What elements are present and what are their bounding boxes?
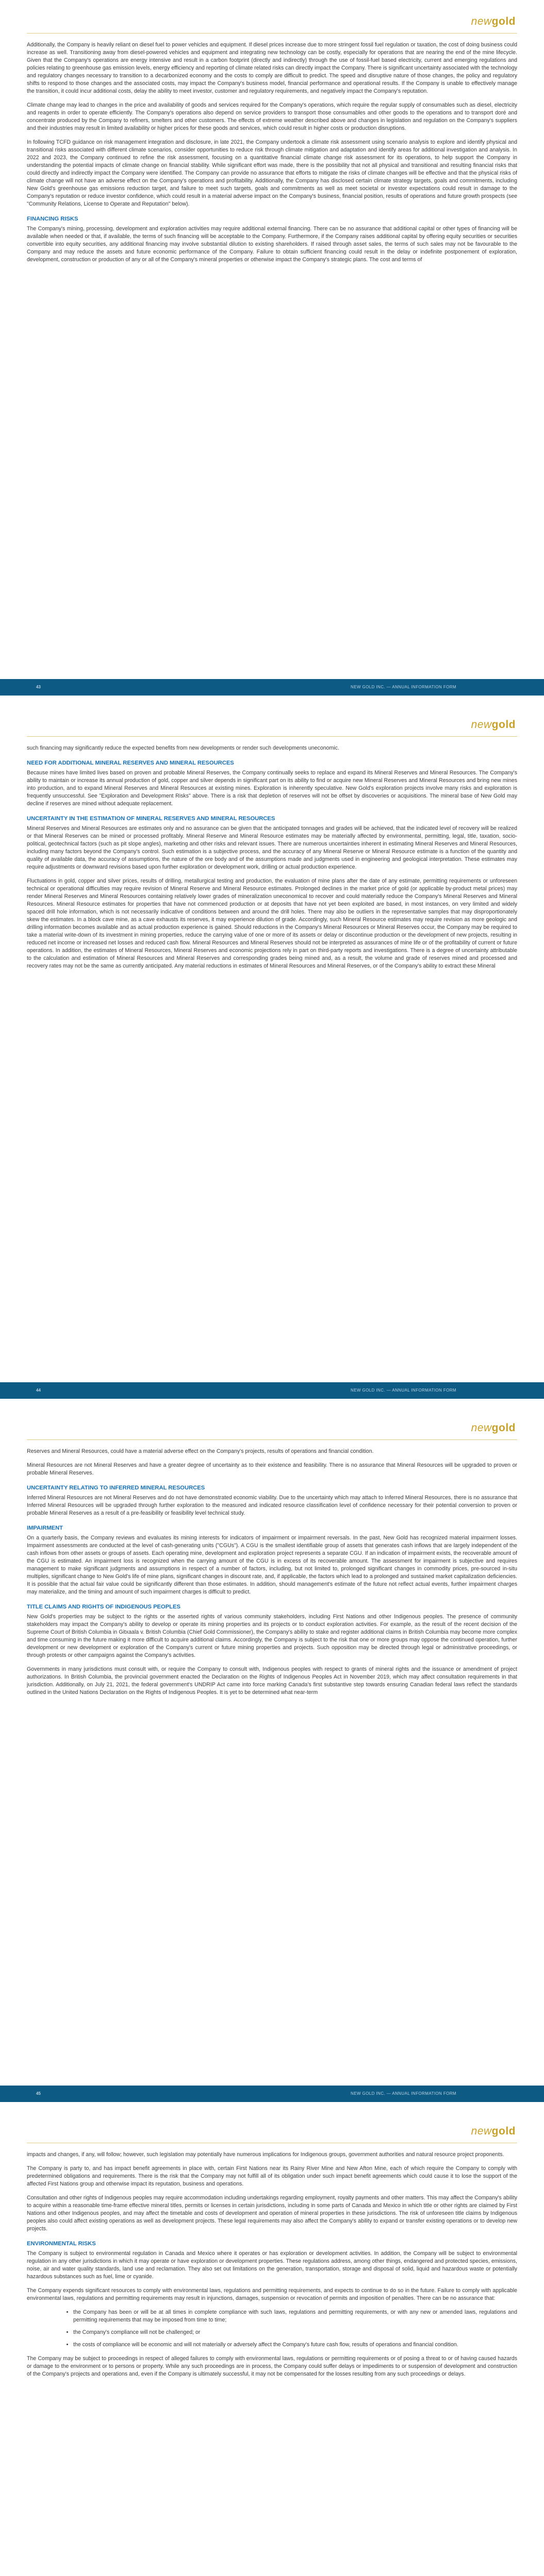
page-content — [27, 744, 517, 976]
paragraph: The Company's mining, processing, development and exploration activities may require additional external financing. There can be no assurance that additional capital or other types of financing will be available when needed or that, if available, the terms of such financing will be acceptable to the Company. Furthermore, if the Company raises additional capital by offering equity securities or securities convertible into equity securities, any additional financing may involve substantial dilution to existing shareholders. If raised through asset sales, the terms of such sales may not be favourable to the Company and may reduce the assets and future economic performance of the Company. Failure to obtain sufficient financing could result in the delay or indefinite postponement of exploration, development, construction or production of any or all of the Company's mineral properties or otherwise impact the Company's strategic plans. The cost and terms of — [27, 226, 517, 263]
paragraph: The Company is party to, and has impact benefit agreements in place with, certain First Nations near its Rainy River Mine and New Afton Mine, each of which require the Company to comply with predetermined obligations and requirements. There is the risk that the Company may not fulfill all of its obligation under such impact benefit agreements which could cause it to lose the support of the affected First Nations group and otherwise impact its reputation, business and operations. — [27, 2165, 517, 2187]
header-rule — [27, 736, 517, 737]
paragraph: impacts and changes, if any, will follow; however, such legislation may potentially have numerous implications for Indigenous groups, government authorities and natural resource project proponents. — [27, 2151, 504, 2158]
paragraph: Additionally, the Company is heavily reliant on diesel fuel to power vehicles and equipment. If diesel prices increase due to more stringent fossil fuel regulation or taxation, the cost of doing business could increase as well. Transitioning away from diesel-powered vehicles and equipment and integrating new technology can be costly, especially for operations that are nearing the end of the mine lifecycle. Given that the Company's operations are energy intensive and result in a carbon footprint (directly and indirectly) through the use of fossil-fuel based electricity, current and emerging regulations and policies relating to greenhouse gas emission levels, energy efficiency and reporting of climate related risks can directly impact the Company. There is significant uncertainty associated with the technology and regulatory changes necessary to transition to a decarbonized economy and the costs to comply are difficult to predict. The speed and disruptive nature of those changes, the policy and regulatory shifts to respond to those changes and the associated costs, may impact the Company's business model, financial performance and operational results. If the Company is unable to effectively manage the transition, it could incur additional costs, delay the ability to meet investor, customer and regulatory requirements, and negatively impact the Company's reputation. — [27, 42, 517, 94]
footer-text: NEW GOLD INC. — ANNUAL INFORMATION FORM — [351, 685, 456, 689]
bullet-list — [27, 2309, 517, 2349]
section-heading: FINANCING RISKS — [27, 216, 78, 222]
paragraph: Consultation and other rights of Indigenous peoples may require accommodation including undertakings regarding employment, royalty payments and other matters. This may affect the Company's ability to acquire within a reasonable time-frame effective mineral titles, permits or licenses in certain jurisdictions, including in some parts of Canada and Mexico in which title or other rights are claimed by First Nations and other Indigenous peoples, and may affect the timetable and costs of development and operation of mineral properties in these jurisdictions. The risk of unforeseen title claims by Indigenous peoples also could affect existing operations as well as development projects. These legal requirements may also affect the Company's ability to expand or transfer existing operations or to develop new projects. — [27, 2195, 517, 2232]
section-heading: UNCERTAINTY RELATING TO INFERRED MINERAL RESOURCES — [27, 1485, 205, 1491]
paragraph: The Company is subject to environmental regulation in Canada and Mexico where it operates or has exploration or development activities. In addition, the Company will be subject to environmental regulation in any other jurisdictions in which it may operate or have exploration or development properties. These regulations address, among other things, endangered and protected species, emissions, noise, air and water quality standards, land use and reclamation. They also set out limitations on the generation, transportation, storage and disposal of solid, liquid and hazardous waste or potentially hazardous substances such as fuel, lime or cyanide. — [27, 2250, 517, 2280]
list-item: • the costs of compliance will be economic and will not materially or adversely affect the Company's future cash flow, results of operations and financial condition. — [73, 2341, 517, 2349]
paragraph: The Company expends significant resources to comply with environmental laws, regulations and permitting requirements, and expects to continue to do so in the future. Failure to comply with applicable environmental laws, regulations and permitting requirements may result in injunctions, damages, suspension or revocation of permits and imposition of penalties. There can be no assurance that: — [27, 2287, 517, 2301]
page-4 — [0, 2110, 544, 2576]
paragraph: Mineral Reserves and Mineral Resources are estimates only and no assurance can be given that the anticipated tonnages and grades will be achieved, that the indicated level of recovery will be realized or that Mineral Reserves can be mined or processed profitably. Mineral Reserve and Mineral Resource estimates may be materially affected by environmental, permitting, legal, title, taxation, socio-political, geotechnical factors (such as pit slope angles), marketing and other risks and relevant issues. There are numerous uncertainties inherent in estimating Mineral Reserves and Mineral Resources, including many factors beyond the Company's control. Such estimation is a subjective process, and the accuracy of any Mineral Reserve or Mineral Resource estimate is a function of the quantity and quality of available data, the accuracy of assumptions, the nature of the ore body and of the assumptions made and judgments used in engineering and geological interpretation. These estimates may require adjustments or downward revisions based upon further exploration or development work, drilling or actual production experience. — [27, 825, 517, 870]
section-heading: IMPAIRMENT — [27, 1525, 63, 1531]
page-number: 43 — [36, 685, 41, 689]
section-heading: ENVIRONMENTAL RISKS — [27, 2241, 96, 2247]
new-gold-logo: newgold — [471, 1422, 516, 1434]
paragraph: The Company may be subject to proceedings in respect of alleged failures to comply with environmental laws, regulations or permitting requirements or of posing a threat to or of having caused hazards or damage to the environment or to persons or property. While any such proceedings are in process, the Company could suffer delays or impediments to or suspension of development and construction of the Company's projects and operations and, even if the Company is ultimately successful, it may not be compensated for the losses resulting from any such proceedings or delays. — [27, 2355, 517, 2377]
page-content — [27, 2151, 517, 2384]
footer-text: NEW GOLD INC. — ANNUAL INFORMATION FORM — [351, 1388, 456, 1393]
page-content — [27, 1448, 517, 1703]
section-heading: UNCERTAINTY IN THE ESTIMATION OF MINERAL RESERVES AND MINERAL RESOURCES — [27, 816, 275, 822]
page-footer — [0, 1382, 544, 1399]
page-number: 44 — [36, 1388, 41, 1393]
page-footer — [0, 679, 544, 696]
paragraph: such financing may significantly reduce the expected benefits from new developments or render such developments uneconomic. — [27, 745, 339, 751]
page-2 — [0, 703, 544, 1406]
section-heading: NEED FOR ADDITIONAL MINERAL RESERVES AND MINERAL RESOURCES — [27, 760, 234, 766]
paragraph: Inferred Mineral Resources are not Mineral Reserves and do not have demonstrated economic viability. Due to the uncertainty which may attach to Inferred Mineral Resources, there is no assurance that Inferred Mineral Resources will be upgraded through further exploration to the measured and indicated resource classification level of confidence necessary for their potential conversion to proven or probable Mineral Reserves as a result of a pre-feasibility or feasibility level technical study. — [27, 1495, 517, 1516]
page-footer — [0, 2086, 544, 2102]
paragraph: New Gold's properties may be subject to the rights or the asserted rights of various community stakeholders, including First Nations and other Indigenous peoples. The presence of community stakeholders may impact the Company's ability to develop or operate its mining properties and its projects or to conduct exploration activities. For example, as the result of the recent decision of the Supreme Court of British Columbia in Gitxaala v. British Columbia (Chief Gold Commissioner), the Company's ability to stake and register additional claims in British Columbia may become more complex and time consuming in the future making it more difficult to acquire additional claims. Accordingly, the Company is subject to the risk that one or more groups may oppose the continued operation, further development or new development or exploration of the Company's current or future mining properties and projects. Such opposition may be directed through legal or administrative proceedings, or through protests or other campaigns against the Company's activities. — [27, 1614, 517, 1658]
paragraph: Mineral Resources are not Mineral Reserves and have a greater degree of uncertainty as to their existence and feasibility. There is no assurance that Mineral Resources will be upgraded to proven or probable Mineral Reserves. — [27, 1462, 517, 1476]
page-content — [27, 41, 517, 270]
list-item: • the Company has been or will be at all times in complete compliance with such laws, regulations and permitting requirements, or with any new or amended laws, regulations and permitting requirements that may be imposed from time to time; — [73, 2309, 517, 2324]
paragraph: Climate change may lead to changes in the price and availability of goods and services required for the Company's operations, which require the regular supply of consumables such as diesel, electricity and reagents in order to operate efficiently. The Company's operations also depend on service providers to transport those consumables and other goods to the operations and to transport doré and concentrate produced by the Company to refiners, smelters and other customers. The effects of extreme weather described above and changes in legislation and regulation on the Company's suppliers and their industries may result in limited availability or higher prices for these goods and services, which could result in higher costs or production disruptions. — [27, 102, 517, 131]
paragraph: Because mines have limited lives based on proven and probable Mineral Reserves, the Company continually seeks to replace and expand its Mineral Reserves and Mineral Resources. The Company's ability to maintain or increase its annual production of gold, copper and silver depends in significant part on its ability to find or acquire new Mineral Reserves and Mineral Resources and bring new mines into production, and to expand Mineral Reserves and Mineral Resources at existing mines. Exploration is inherently speculative. New Gold's exploration projects involve many risks and exploration is frequently unsuccessful. See "Exploration and Development Risks" above. There is a risk that depletion of reserves will not be offset by discoveries or acquisitions. The mineral base of New Gold may decline if reserves are mined without adequate replacement. — [27, 770, 517, 807]
new-gold-logo: newgold — [471, 719, 516, 731]
page-3 — [0, 1406, 544, 2110]
paragraph: On a quarterly basis, the Company reviews and evaluates its mining interests for indicators of impairment or impairment reversals. In the past, New Gold has recognized material impairment losses. Impairment assessments are conducted at the level of cash-generating units ("CGUs"). A CGU is the smallest identifiable group of assets that generates cash inflows that are largely independent of the cash inflows from other assets or groups of assets. Each operating mine, development and exploration project represents a separate CGU. If an indication of impairment exists, the recoverable amount of the CGU is estimated. An impairment loss is recognized when the carrying amount of the CGU is in excess of its recoverable amount. The assessment for impairment is subjective and requires management to make significant judgments and assumptions in respect of a number of factors, including, but not limited to, prolonged significant changes in commodity prices, pre-sourced in-situ multiples, significant change to New Gold's life of mine plans, significant changes in discount rate, and, if applicable, the factors which lead to a prolonged and sustained market capitalization deficiencies. It is possible that the actual fair value could be significantly different than those estimates. In addition, should management's estimate of the future not reflect actual events, further impairment charges may materialize, and the timing and amount of such impairment charges is difficult to predict. — [27, 1535, 517, 1595]
footer-text: NEW GOLD INC. — ANNUAL INFORMATION FORM — [351, 2091, 456, 2096]
new-gold-logo: newgold — [471, 2125, 516, 2137]
header-rule — [27, 1439, 517, 1440]
section-heading: TITLE CLAIMS AND RIGHTS OF INDIGENOUS PEOPLES — [27, 1604, 180, 1610]
list-item: • the Company's compliance will not be challenged; or — [73, 2329, 517, 2336]
paragraph: In following TCFD guidance on risk management integration and disclosure, in late 2021, the Company undertook a climate risk assessment using scenario analysis to explore and identify physical and transitional risks associated with different climate scenarios, consider opportunities to reduce risk through climate mitigation and adaptation and identify areas for additional investigation and analysis. In 2022 and 2023, the Company continued to refine the risk assessment, focusing on a quantitative financial climate change risk assessment for its operations, to help support the Company in understanding the potential impacts of climate change on financial stability. While significant effort was made, there is the possibility that not all physical and transitional and resulting financial risks that could directly and indirectly impact the Company were identified. The Company can provide no assurance that efforts to mitigate the risks of climate changes will be effective and that the physical risks of climate change will not have an adverse effect on the Company's operations and profitability. Additionally, the Company has disclosed certain climate strategy targets, goals and commitments, including New Gold's greenhouse gas emissions reduction target, and failure to meet such targets, goals and commitments as well as meet societal or investor expectations could result in damage to the Company's reputation or reduce investor confidence, which could result in a material adverse impact on the Company's business, financial position, results of operations and future growth prospects (see "Community Relations, License to Operate and Reputation" below). — [27, 139, 517, 207]
paragraph: Fluctuations in gold, copper and silver prices, results of drilling, metallurgical testing and production, the evaluation of mine plans after the date of any estimate, permitting requirements or unforeseen technical or operational difficulties may require revision of Mineral Reserve and Mineral Resource estimates. Prolonged declines in the market price of gold (or applicable by-product metal prices) may render Mineral Reserves and Mineral Resources containing relatively lower grades of mineralization uneconomical to recover and could materially reduce the Company's Mineral Reserves and Mineral Resources. Mineral Resource estimates for properties that have not commenced production or at deposits that have not yet been exploited are based, in most instances, on very limited and widely spaced drill hole information, which is not necessarily indicative of conditions between and around the drill holes. There may also be outliers in the representative samples that may disproportionately skew the estimates. In a block cave mine, as a cave exhausts its reserves, it may experience dilution of grade. Accordingly, such Mineral Resource estimates may require revision as more geologic and drilling information becomes available and as actual production experience is gained. Should reductions in the Company's Mineral Resources or Mineral Reserves occur, the Company may be required to take a material write-down of its investment in mining properties, reduce the carrying value of one or more of its assets or delay or discontinue production or the development of new projects, resulting in reduced net income or increased net losses and reduced cash flow. Mineral Resources and Mineral Reserves should not be interpreted as assurances of mine life or of the profitability of current or future operations. In addition, the estimates of Mineral Resources, Mineral Reserves and economic projections rely in part on third-party reports and investigations. There is a degree of uncertainty attributable to the calculation and estimation of Mineral Resources and Mineral Reserves and corresponding grades being mined and, as a result, the volume and grade of reserves mined and processed and recovery rates may not be the same as currently anticipated. Any material reductions in estimates of Mineral Resources and Mineral Reserves, or of the Company's ability to extract these Mineral — [27, 878, 517, 969]
page-number: 45 — [36, 2091, 41, 2096]
paragraph: Reserves and Mineral Resources, could have a material adverse effect on the Company's projects, results of operations and financial condition. — [27, 1448, 374, 1454]
page-1 — [0, 0, 544, 703]
paragraph: Governments in many jurisdictions must consult with, or require the Company to consult with, Indigenous peoples with respect to grants of mineral rights and the issuance or amendment of project authorizations. In British Columbia, the provincial government enacted the Declaration on the Rights of Indigenous Peoples Act in November 2019, which may affect consultation requirements in that jurisdiction. Additionally, on July 21, 2021, the federal government's UNDRIP Act came into force marking Canada's first substantive step towards ensuring Canadian federal laws reflect the standards outlined in the United Nations Declaration on the Rights of Indigenous Peoples. It is yet to be determined what near-term — [27, 1666, 517, 1696]
new-gold-logo: newgold — [471, 15, 516, 27]
